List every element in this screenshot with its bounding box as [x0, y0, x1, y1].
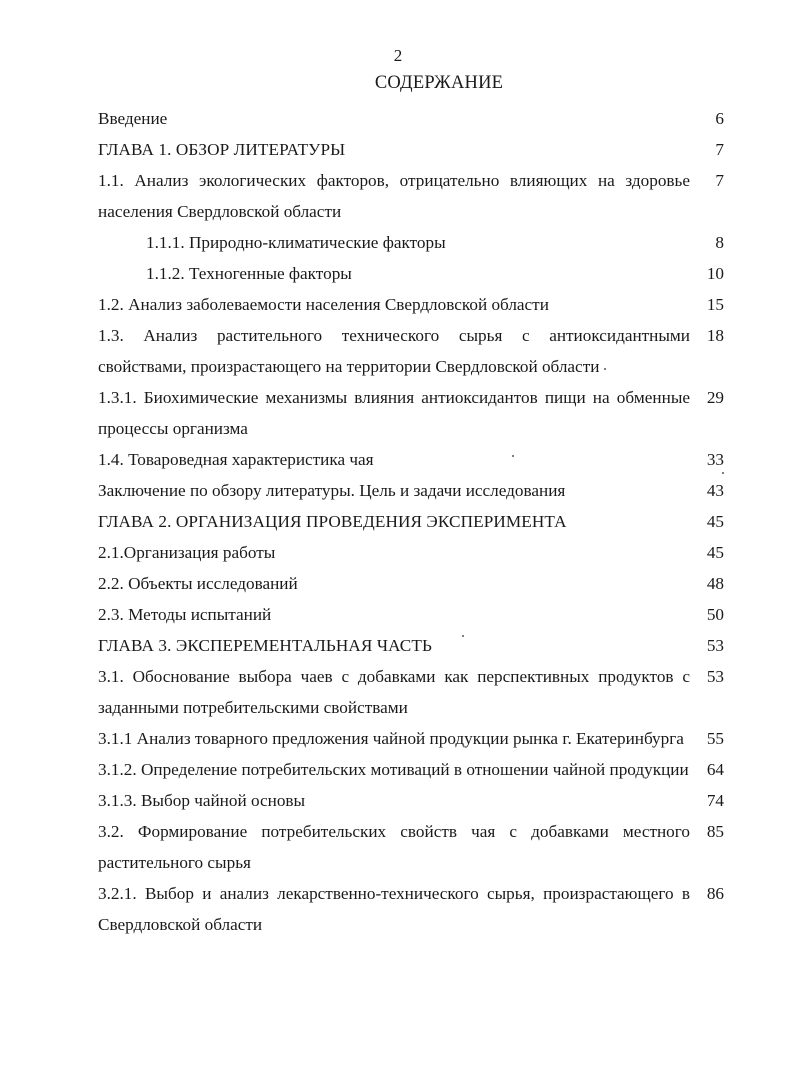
toc-entry-3-2: [98, 816, 724, 878]
scan-speck: [512, 455, 514, 457]
toc-entry-1-4: [98, 444, 724, 475]
toc-entry-page: 55: [706, 729, 724, 748]
toc-entry-1-3-1: [98, 382, 724, 444]
toc-entry-text: 1.2. Анализ заболеваемости населения Свердловской области: [98, 295, 549, 314]
toc-entry-text: Заключение по обзору литературы. Цель и задачи исследования: [98, 481, 566, 500]
toc-entry-page: 7: [715, 171, 724, 190]
toc-entry-page: 86: [706, 884, 724, 903]
toc-entry-2-1: [98, 537, 724, 568]
table-of-contents: [98, 103, 724, 940]
toc-entry-text: 3.2. Формирование потребительских свойств чая с добавками местного растительного сырья: [98, 822, 690, 872]
toc-entry-text: 1.1.1. Природно-климатические факторы: [146, 233, 446, 252]
toc-entry-page: 48: [706, 574, 724, 593]
toc-entry-text: 2.2. Объекты исследований: [98, 574, 298, 593]
toc-entry-page: 7: [715, 140, 724, 159]
toc-entry-chapter-1: [98, 134, 724, 165]
toc-entry-page: 18: [706, 326, 724, 345]
toc-entry-page: 85: [706, 822, 724, 841]
toc-entry-text: 2.3. Методы испытаний: [98, 605, 272, 624]
toc-entry-3-1: [98, 661, 724, 723]
toc-entry-page: 29: [706, 388, 724, 407]
scan-speck: [722, 472, 724, 474]
toc-entry-introduction: [98, 103, 724, 134]
toc-entry-page: 64: [706, 760, 724, 779]
toc-entry-page: 45: [706, 543, 724, 562]
toc-entry-chapter-3: [98, 630, 724, 661]
toc-entry-text: ГЛАВА 3. ЭКСПЕРЕМЕНТАЛЬНАЯ ЧАСТЬ: [98, 636, 432, 655]
toc-entry-page: 43: [706, 481, 724, 500]
toc-entry-text: 2.1.Организация работы: [98, 543, 276, 562]
toc-entry-page: 6: [715, 109, 724, 128]
toc-entry-text: Введение: [98, 109, 168, 128]
toc-entry-3-2-1: [98, 878, 724, 940]
toc-entry-text: 3.1. Обоснование выбора чаев с добавками как перспективных продуктов с заданными потребительскими свойствами: [98, 667, 690, 717]
toc-entry-text: ГЛАВА 1. ОБЗОР ЛИТЕРАТУРЫ: [98, 140, 346, 159]
toc-entry-text: 3.1.3. Выбор чайной основы: [98, 791, 306, 810]
toc-entry-2-2: [98, 568, 724, 599]
toc-title: СОДЕРЖАНИЕ: [374, 73, 504, 93]
toc-entry-3-1-1: [98, 723, 724, 754]
toc-entry-1-2: [98, 289, 724, 320]
toc-entry-page: 74: [706, 791, 724, 810]
scan-speck: [462, 635, 464, 637]
toc-entry-text: 1.3.1. Биохимические механизмы влияния антиоксидантов пищи на обменные процессы организма: [98, 388, 690, 438]
toc-entry-page: 15: [706, 295, 724, 314]
toc-entry-text: 1.1.2. Техногенные факторы: [146, 264, 352, 283]
toc-entry-page: 53: [706, 667, 724, 686]
toc-entry-text: 1.3. Анализ растительного технического сырья с антиоксидантными свойствами, произрастающего на территории Свердловской области: [98, 326, 690, 376]
toc-entry-conclusion: [98, 475, 724, 506]
page-number: 2: [393, 46, 403, 65]
toc-entry-page: 10: [706, 264, 724, 283]
toc-entry-1-1-2: [98, 258, 724, 289]
toc-entry-text: 1.1. Анализ экологических факторов, отрицательно влияющих на здоровье населения Свердловской области: [98, 171, 690, 221]
toc-entry-3-1-2: [98, 754, 724, 785]
toc-entry-3-1-3: [98, 785, 724, 816]
toc-entry-text: 3.1.2. Определение потребительских мотиваций в отношении чайной продукции: [98, 760, 689, 779]
toc-entry-page: 33: [706, 450, 724, 469]
toc-entry-text: 1.4. Товароведная характеристика чая: [98, 450, 374, 469]
toc-entry-1-1: [98, 165, 724, 227]
toc-entry-2-3: [98, 599, 724, 630]
toc-entry-1-1-1: [98, 227, 724, 258]
toc-entry-chapter-2: [98, 506, 724, 537]
toc-entry-1-3: [98, 320, 724, 382]
toc-entry-page: 50: [706, 605, 724, 624]
scan-speck: [604, 368, 606, 370]
toc-entry-text: ГЛАВА 2. ОРГАНИЗАЦИЯ ПРОВЕДЕНИЯ ЭКСПЕРИМЕНТА: [98, 512, 567, 531]
toc-entry-page: 8: [715, 233, 724, 252]
toc-entry-page: 53: [706, 636, 724, 655]
toc-entry-page: 45: [706, 512, 724, 531]
toc-entry-text: 3.2.1. Выбор и анализ лекарственно-технического сырья, произрастающего в Свердловской области: [98, 884, 690, 934]
toc-entry-text: 3.1.1 Анализ товарного предложения чайной продукции рынка г. Екатеринбурга: [98, 729, 684, 748]
